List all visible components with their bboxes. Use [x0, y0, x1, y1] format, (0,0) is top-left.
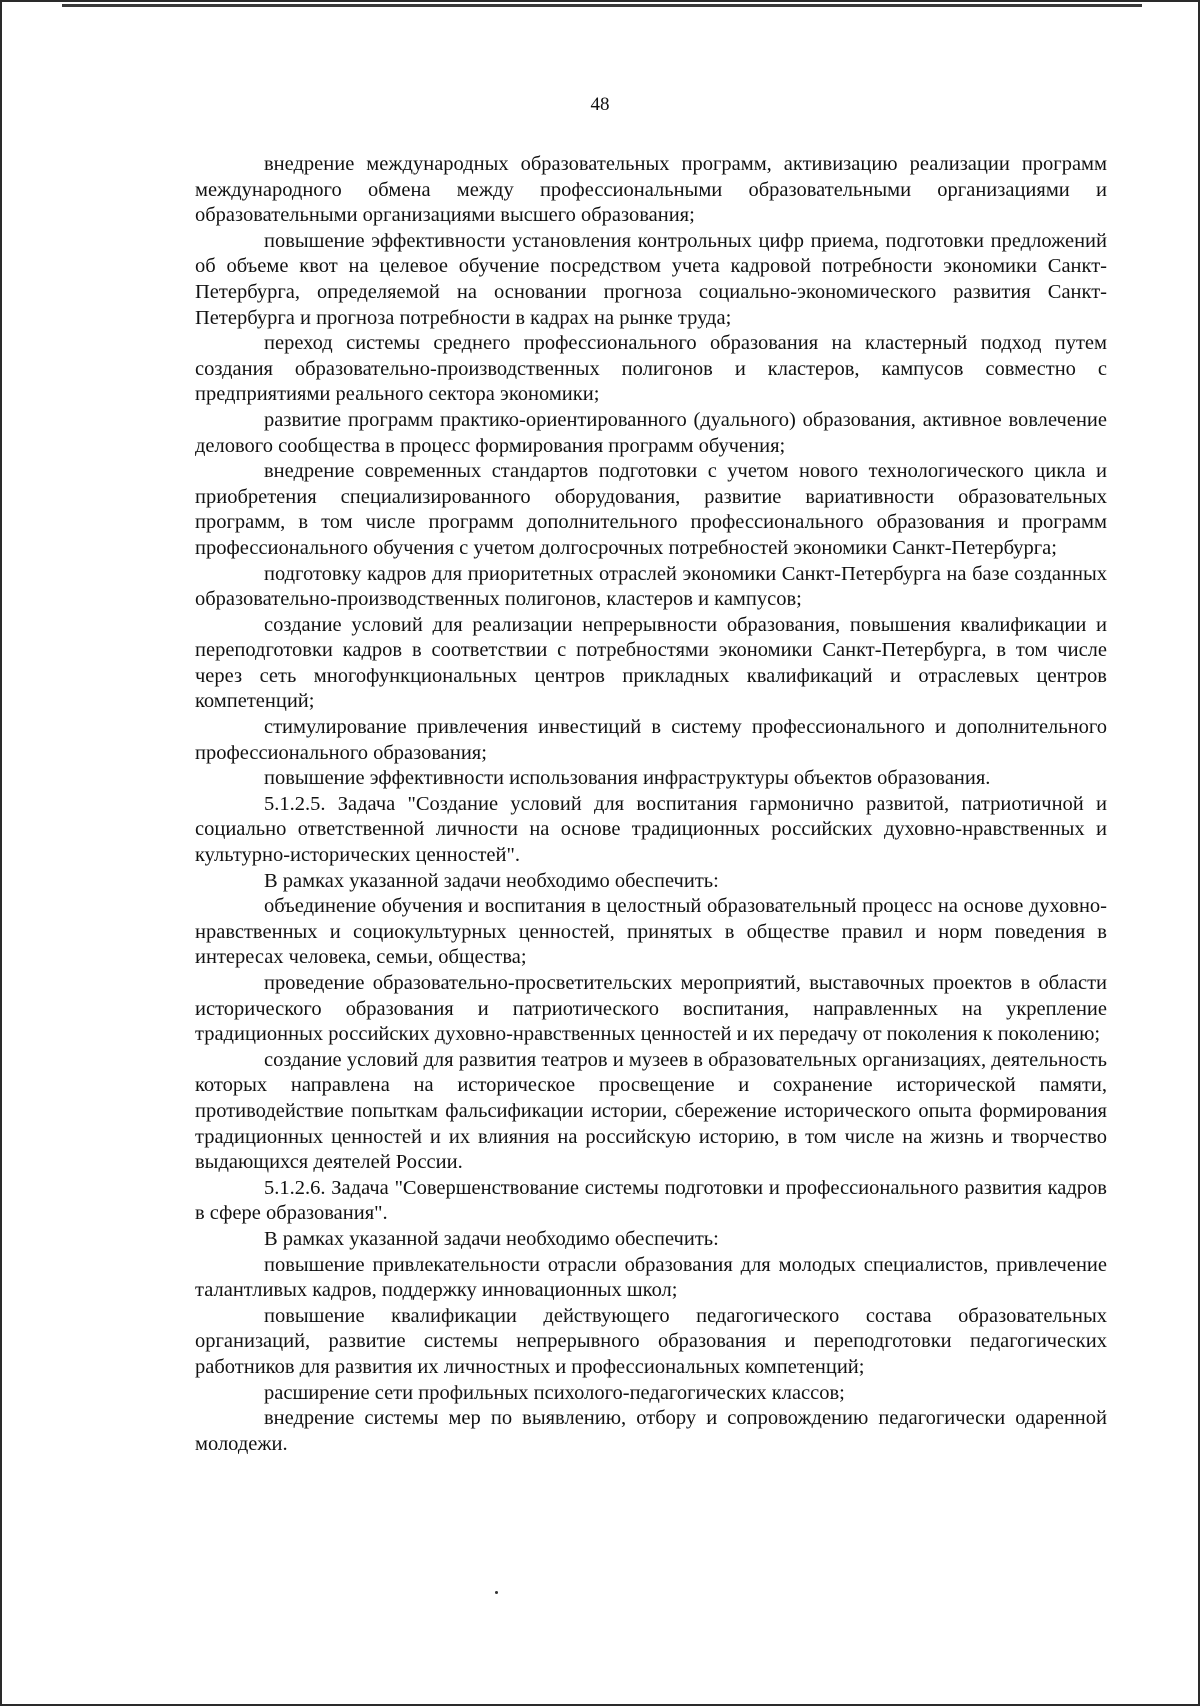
paragraph: внедрение международных образовательных программ, активизацию реализации программ международного обмена между профессиональными образовательными организациями и образовательными организациями высшего образования; — [195, 153, 1107, 227]
paragraph: 5.1.2.5. Задача "Создание условий для воспитания гармонично развитой, патриотичной и социально ответственной личности на основе традиционных российских духовно-нравственных и культурно-исторических ценностей". — [195, 792, 1107, 867]
page-number: 48 — [590, 94, 610, 115]
paragraph: развитие программ практико-ориентированного (дуального) образования, активное вовлечение делового сообщества в процесс формирования программ обучения; — [195, 408, 1107, 457]
paragraph: 5.1.2.6. Задача "Совершенствование системы подготовки и профессионального развития кадров в сфере образования". — [195, 1176, 1107, 1225]
paragraph: расширение сети профильных психолого-педагогических классов; — [264, 1381, 845, 1404]
paragraph: внедрение системы мер по выявлению, отбору и сопровождению педагогически одаренной молодежи. — [195, 1407, 1107, 1455]
paragraph: повышение квалификации действующего педагогического состава образовательных организаций, развитие системы непрерывного образования и переподготовки педагогических работников для развития их личностных и профессиональных компетенций; — [195, 1304, 1107, 1378]
paragraph: В рамках указанной задачи необходимо обеспечить: — [264, 1227, 719, 1250]
paragraph: переход системы среднего профессионального образования на кластерный подход путем создания образовательно-производственных полигонов и кластеров, кампусов совместно с предприятиями реального сектора экономики; — [195, 332, 1107, 406]
paragraph: В рамках указанной задачи необходимо обеспечить: — [264, 869, 719, 892]
paragraph: повышение привлекательности отрасли образования для молодых специалистов, привлечение талантливых кадров, поддержку инновационных школ; — [195, 1253, 1107, 1302]
scan-dot-mark — [495, 1591, 498, 1594]
paragraph: внедрение современных стандартов подготовки с учетом нового технологического цикла и приобретения специализированного оборудования, развитие вариативности образовательных программ, в том числе программ дополнительного профессионального образования и программ профессионального обучения с учетом долгосрочных потребностей экономики Санкт-Петербурга; — [195, 460, 1107, 559]
paragraph: проведение образовательно-просветительских мероприятий, выставочных проектов в области исторического образования и патриотического воспитания, направленных на укрепление традиционных российских духовно-нравственных ценностей и их передачу от поколения к поколению; — [195, 972, 1107, 1046]
paragraph: повышение эффективности использования инфраструктуры объектов образования. — [264, 767, 991, 790]
paragraph: объединение обучения и воспитания в целостный образовательный процесс на основе духовно-нравственных и социокультурных ценностей, принятых в обществе правил и норм поведения в интересах человека, семьи, общества; — [195, 895, 1107, 969]
document-body — [195, 152, 1107, 1457]
scan-top-edge — [62, 4, 1142, 7]
paragraph: повышение эффективности установления контрольных цифр приема, подготовки предложений об объеме квот на целевое обучение посредством учета кадровой потребности экономики Санкт-Петербурга, определяемой на основании прогноза социально-экономического развития Санкт-Петербурга и прогноза потребности в кадрах на рынке труда; — [195, 229, 1107, 329]
paragraph: подготовку кадров для приоритетных отраслей экономики Санкт-Петербурга на базе созданных образовательно-производственных полигонов, кластеров и кампусов; — [195, 562, 1107, 611]
paragraph: создание условий для развития театров и музеев в образовательных организациях, деятельность которых направлена на историческое просвещение и сохранение исторической памяти, противодействие попыткам фальсификации истории, сбережение исторического опыта формирования традиционных ценностей и их влияния на российскую историю, в том числе на жизнь и творчество выдающихся деятелей России. — [195, 1048, 1107, 1174]
paragraph: стимулирование привлечения инвестиций в систему профессионального и дополнительного профессионального образования; — [195, 716, 1107, 764]
paragraph: создание условий для реализации непрерывности образования, повышения квалификации и переподготовки кадров в соответствии с потребностями экономики Санкт-Петербурга, в том числе через сеть многофункциональных центров прикладных квалификаций и отраслевых центров компетенций; — [195, 613, 1107, 713]
